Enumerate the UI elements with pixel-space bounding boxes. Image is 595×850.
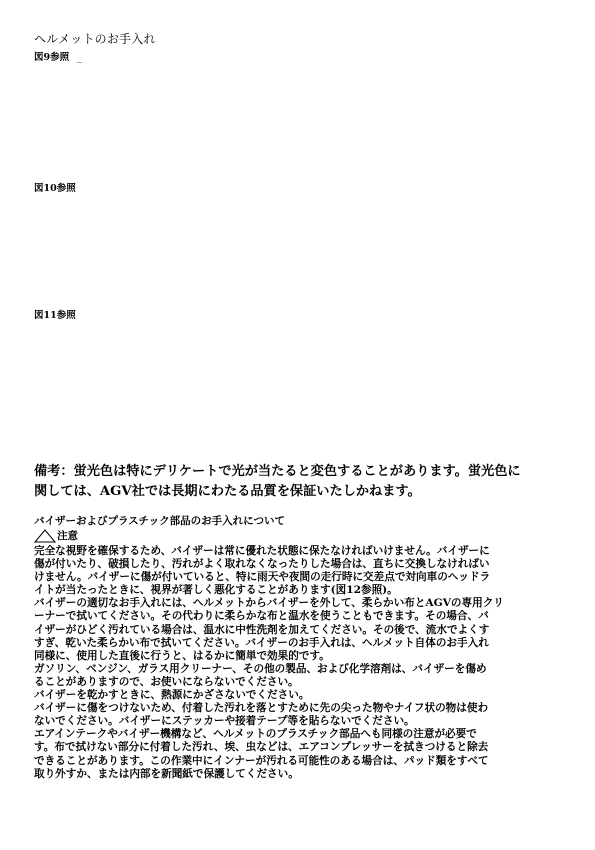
figure-9-reference: [34, 49, 82, 63]
note-line-2: 関しては、AGV社では長期にわたる品質を保証いたしかねます。: [34, 484, 421, 499]
body-line: バイザーを乾かすときに、熱源にかざさないでください。: [34, 689, 310, 702]
body-line: 同様に、使用した直後に行うと、はるかに簡単で効果的です。: [34, 649, 330, 662]
body-line: バイザーに傷をつけないため、付着した汚れを落とすために先の尖った物やナイフ状の物は使わ: [34, 702, 489, 715]
page-title: ヘルメットのお手入れ: [34, 32, 156, 46]
body-line: す。布で拭けない部分に付着した汚れ、埃、虫などは、エアコンプレッサーを拭きつけると除去: [34, 741, 489, 754]
body-line: 完全な視野を確保するため、バイザーは常に優れた状態に保たなければいけません。バイザーに: [34, 545, 490, 557]
fluorescent-color-note: [34, 462, 564, 502]
body-line: イトが当たったときに、視界が著しく悪化することがあります(図12参照)。: [34, 584, 398, 597]
body-line: バイザーの適切なお手入れには、ヘルメットからバイザーを外して、柔らかい布とAGVの専用クリ: [34, 597, 504, 610]
caution-label: [34, 528, 78, 543]
caution-text: 注意: [57, 530, 78, 542]
body-line: けません。バイザーに傷が付いていると、特に雨天や夜間の走行時に交差点で対向車のヘッドラ: [34, 571, 491, 584]
body-line: ることがありますので、お使いにならないでください。: [34, 675, 299, 688]
figure-11-reference: 図11参照: [34, 310, 76, 321]
body-line: ガソリン、ベンジン、ガラス用クリーナー、その他の製品、および化学溶剤は、バイザーを傷め: [34, 662, 487, 675]
warning-triangle-icon: [34, 529, 56, 543]
body-line: できることがあります。この作業中にインナーが汚れる可能性のある場合は、パッド類をすべて: [34, 754, 489, 767]
note-line-1: 備考：蛍光色は特にデリケートで光が当たると変色することがあります。蛍光色に: [34, 464, 521, 479]
figure-9-label: 図9参照: [34, 52, 70, 63]
body-line: 取り外すか、または内部を新聞紙で保護してください。: [34, 767, 299, 780]
body-line: ないでください。バイザーにステッカーや接着テープ等を貼らないでください。: [34, 715, 415, 728]
figure-9-underscore: _: [77, 52, 82, 63]
body-line: イザーがひどく汚れている場合は、温水に中性洗剤を加えてください。その後で、流水でよくす: [34, 623, 490, 636]
section-heading: バイザーおよびプラスチック部品のお手入れについて: [34, 515, 285, 527]
body-line: エアインテークやバイザー機構など、ヘルメットのプラスチック部品へも同様の注意が必要で: [34, 728, 477, 741]
visor-care-body: [34, 545, 564, 781]
body-line: すぎ、乾いた柔らかい布で拭いてください。バイザーのお手入れは、ヘルメット自体のお手入れ: [34, 636, 489, 649]
body-line: ーナーで拭いてください。その代わりに柔らかな布と温水を使うこともできます。その場合、バ: [34, 610, 489, 623]
figure-10-reference: 図10参照: [34, 183, 76, 194]
body-line: 傷が付いたり、破損したり、汚れがよく取れなくなったりした場合は、直ちに交換しなければい: [34, 558, 490, 571]
